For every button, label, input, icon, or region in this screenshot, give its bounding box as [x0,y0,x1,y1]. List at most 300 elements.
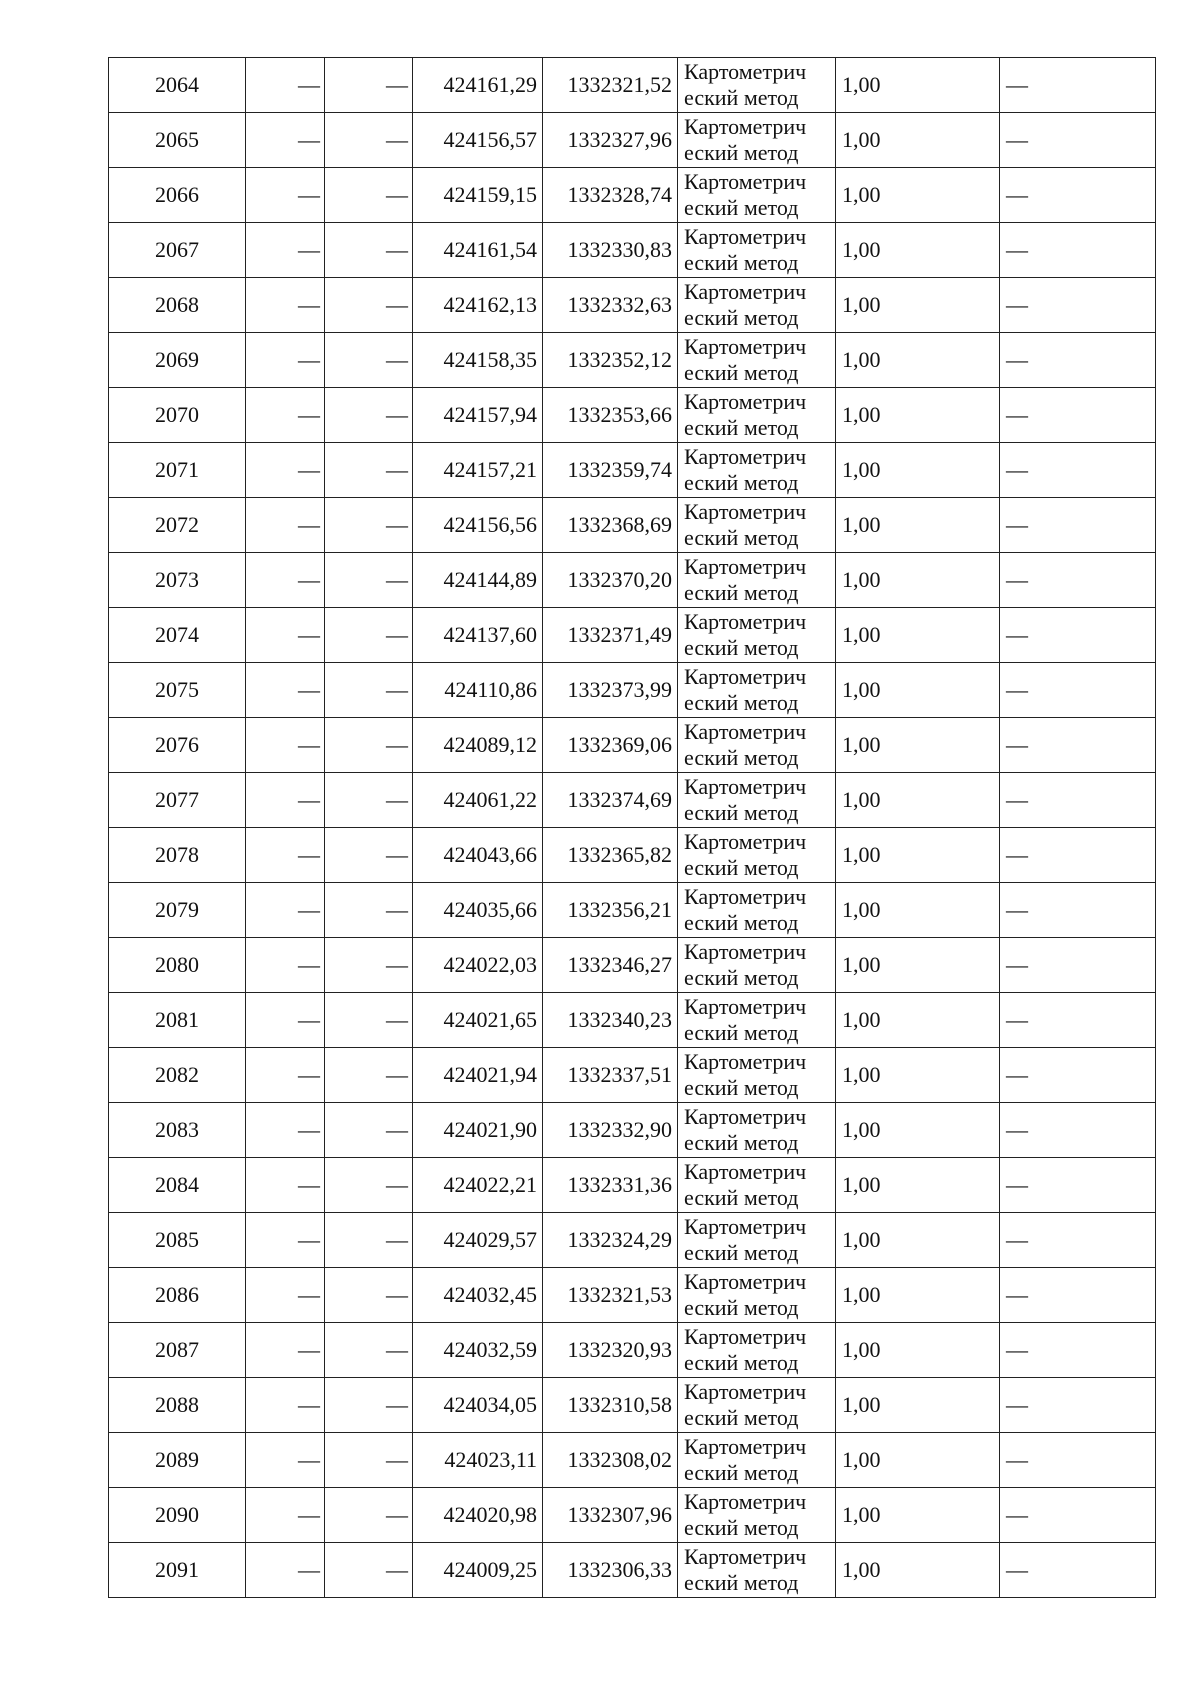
accuracy-cell: 1,00 [836,1488,1000,1543]
y-coordinate-cell: 1332332,63 [543,278,678,333]
method-line-1: Картометрич [684,1544,807,1569]
empty-old-x-cell: — [246,278,325,333]
empty-old-x-cell: — [246,1268,325,1323]
x-coordinate-cell: 424034,05 [413,1378,543,1433]
point-number-cell: 2091 [109,1543,246,1598]
empty-description-cell: — [1000,718,1156,773]
x-coordinate-cell: 424035,66 [413,883,543,938]
method-line-1: Картометрич [684,1379,807,1404]
method-cell [678,1378,836,1433]
method-line-2: еский метод [684,140,799,165]
method-line-2: еский метод [684,250,799,275]
x-coordinate-cell: 424021,65 [413,993,543,1048]
y-coordinate-cell: 1332331,36 [543,1158,678,1213]
x-coordinate-cell: 424043,66 [413,828,543,883]
x-coordinate-cell: 424158,35 [413,333,543,388]
y-coordinate-cell: 1332368,69 [543,498,678,553]
empty-old-x-cell: — [246,223,325,278]
point-number-cell: 2083 [109,1103,246,1158]
y-coordinate-cell: 1332365,82 [543,828,678,883]
accuracy-cell: 1,00 [836,113,1000,168]
empty-old-x-cell: — [246,1158,325,1213]
empty-description-cell: — [1000,1488,1156,1543]
empty-description-cell: — [1000,1268,1156,1323]
method-line-2: еский метод [684,415,799,440]
y-coordinate-cell: 1332321,53 [543,1268,678,1323]
table-row [109,223,1156,278]
empty-description-cell: — [1000,1433,1156,1488]
empty-description-cell: — [1000,883,1156,938]
y-coordinate-cell: 1332346,27 [543,938,678,993]
empty-description-cell: — [1000,443,1156,498]
method-line-1: Картометрич [684,499,807,524]
accuracy-cell: 1,00 [836,663,1000,718]
empty-description-cell: — [1000,113,1156,168]
method-line-2: еский метод [684,1020,799,1045]
method-cell [678,388,836,443]
empty-old-x-cell: — [246,1378,325,1433]
method-line-2: еский метод [684,1570,799,1595]
accuracy-cell: 1,00 [836,278,1000,333]
method-cell [678,1323,836,1378]
accuracy-cell: 1,00 [836,498,1000,553]
empty-old-y-cell: — [325,333,413,388]
table-row [109,718,1156,773]
empty-old-x-cell: — [246,443,325,498]
x-coordinate-cell: 424023,11 [413,1433,543,1488]
method-line-2: еский метод [684,855,799,880]
y-coordinate-cell: 1332320,93 [543,1323,678,1378]
method-line-1: Картометрич [684,829,807,854]
empty-old-x-cell: — [246,773,325,828]
method-line-1: Картометрич [684,664,807,689]
method-line-1: Картометрич [684,1104,807,1129]
method-line-2: еский метод [684,635,799,660]
point-number-cell: 2081 [109,993,246,1048]
method-cell [678,58,836,113]
y-coordinate-cell: 1332330,83 [543,223,678,278]
empty-description-cell: — [1000,168,1156,223]
y-coordinate-cell: 1332353,66 [543,388,678,443]
empty-old-x-cell: — [246,113,325,168]
empty-description-cell: — [1000,773,1156,828]
method-line-2: еский метод [684,470,799,495]
accuracy-cell: 1,00 [836,443,1000,498]
method-line-1: Картометрич [684,1159,807,1184]
empty-old-x-cell: — [246,1213,325,1268]
method-cell [678,1488,836,1543]
x-coordinate-cell: 424089,12 [413,718,543,773]
y-coordinate-cell: 1332369,06 [543,718,678,773]
accuracy-cell: 1,00 [836,1048,1000,1103]
y-coordinate-cell: 1332332,90 [543,1103,678,1158]
empty-old-y-cell: — [325,113,413,168]
empty-old-y-cell: — [325,498,413,553]
point-number-cell: 2079 [109,883,246,938]
method-cell [678,278,836,333]
empty-old-x-cell: — [246,58,325,113]
empty-old-x-cell: — [246,1103,325,1158]
accuracy-cell: 1,00 [836,168,1000,223]
empty-old-y-cell: — [325,718,413,773]
method-line-1: Картометрич [684,169,807,194]
method-line-1: Картометрич [684,609,807,634]
method-line-2: еский метод [684,1460,799,1485]
method-line-1: Картометрич [684,1214,807,1239]
empty-old-x-cell: — [246,663,325,718]
y-coordinate-cell: 1332328,74 [543,168,678,223]
table-row [109,553,1156,608]
point-number-cell: 2071 [109,443,246,498]
method-line-2: еский метод [684,1240,799,1265]
method-line-1: Картометрич [684,1269,807,1294]
empty-old-y-cell: — [325,388,413,443]
y-coordinate-cell: 1332370,20 [543,553,678,608]
empty-old-y-cell: — [325,168,413,223]
x-coordinate-cell: 424144,89 [413,553,543,608]
empty-description-cell: — [1000,58,1156,113]
point-number-cell: 2089 [109,1433,246,1488]
y-coordinate-cell: 1332352,12 [543,333,678,388]
empty-old-y-cell: — [325,663,413,718]
table-row [109,1378,1156,1433]
method-cell [678,1048,836,1103]
empty-old-y-cell: — [325,1488,413,1543]
empty-old-y-cell: — [325,443,413,498]
y-coordinate-cell: 1332307,96 [543,1488,678,1543]
table-row [109,663,1156,718]
empty-old-y-cell: — [325,1323,413,1378]
method-line-2: еский метод [684,1515,799,1540]
y-coordinate-cell: 1332337,51 [543,1048,678,1103]
point-number-cell: 2086 [109,1268,246,1323]
x-coordinate-cell: 424022,21 [413,1158,543,1213]
method-cell [678,1543,836,1598]
method-line-2: еский метод [684,1130,799,1155]
empty-old-x-cell: — [246,608,325,663]
accuracy-cell: 1,00 [836,608,1000,663]
table-row [109,1543,1156,1598]
y-coordinate-cell: 1332359,74 [543,443,678,498]
empty-old-y-cell: — [325,278,413,333]
point-number-cell: 2070 [109,388,246,443]
accuracy-cell: 1,00 [836,773,1000,828]
empty-old-x-cell: — [246,883,325,938]
x-coordinate-cell: 424110,86 [413,663,543,718]
x-coordinate-cell: 424159,15 [413,168,543,223]
y-coordinate-cell: 1332356,21 [543,883,678,938]
empty-description-cell: — [1000,663,1156,718]
empty-description-cell: — [1000,278,1156,333]
method-line-2: еский метод [684,910,799,935]
empty-old-y-cell: — [325,828,413,883]
empty-old-y-cell: — [325,1103,413,1158]
empty-old-x-cell: — [246,553,325,608]
x-coordinate-cell: 424161,54 [413,223,543,278]
table-row [109,1103,1156,1158]
empty-old-y-cell: — [325,1433,413,1488]
table-row [109,1433,1156,1488]
method-line-2: еский метод [684,965,799,990]
table-row [109,1323,1156,1378]
method-line-1: Картометрич [684,114,807,139]
point-number-cell: 2088 [109,1378,246,1433]
method-cell [678,718,836,773]
method-cell [678,993,836,1048]
table-row [109,278,1156,333]
table-row [109,1488,1156,1543]
empty-old-y-cell: — [325,223,413,278]
point-number-cell: 2077 [109,773,246,828]
table-row [109,1268,1156,1323]
y-coordinate-cell: 1332373,99 [543,663,678,718]
y-coordinate-cell: 1332310,58 [543,1378,678,1433]
point-number-cell: 2075 [109,663,246,718]
method-cell [678,498,836,553]
point-number-cell: 2078 [109,828,246,883]
method-line-1: Картометрич [684,444,807,469]
empty-description-cell: — [1000,828,1156,883]
accuracy-cell: 1,00 [836,553,1000,608]
empty-old-y-cell: — [325,58,413,113]
point-number-cell: 2085 [109,1213,246,1268]
y-coordinate-cell: 1332306,33 [543,1543,678,1598]
x-coordinate-cell: 424022,03 [413,938,543,993]
empty-old-x-cell: — [246,388,325,443]
point-number-cell: 2066 [109,168,246,223]
empty-old-x-cell: — [246,1488,325,1543]
method-cell [678,1103,836,1158]
table-row [109,388,1156,443]
empty-description-cell: — [1000,608,1156,663]
empty-old-y-cell: — [325,1543,413,1598]
method-cell [678,168,836,223]
point-number-cell: 2074 [109,608,246,663]
method-line-2: еский метод [684,1295,799,1320]
table-row [109,58,1156,113]
method-cell [678,663,836,718]
method-line-1: Картометрич [684,389,807,414]
method-line-1: Картометрич [684,1489,807,1514]
y-coordinate-cell: 1332321,52 [543,58,678,113]
empty-old-x-cell: — [246,1433,325,1488]
method-line-2: еский метод [684,800,799,825]
accuracy-cell: 1,00 [836,1268,1000,1323]
y-coordinate-cell: 1332374,69 [543,773,678,828]
method-cell [678,938,836,993]
x-coordinate-cell: 424161,29 [413,58,543,113]
empty-old-y-cell: — [325,1378,413,1433]
table-row [109,1158,1156,1213]
point-number-cell: 2090 [109,1488,246,1543]
method-line-2: еский метод [684,85,799,110]
empty-description-cell: — [1000,1048,1156,1103]
method-line-2: еский метод [684,745,799,770]
table-row [109,443,1156,498]
table-row [109,883,1156,938]
empty-old-y-cell: — [325,1158,413,1213]
accuracy-cell: 1,00 [836,58,1000,113]
accuracy-cell: 1,00 [836,938,1000,993]
point-number-cell: 2080 [109,938,246,993]
method-line-2: еский метод [684,1405,799,1430]
empty-old-y-cell: — [325,1048,413,1103]
table-row [109,1048,1156,1103]
method-line-1: Картометрич [684,939,807,964]
x-coordinate-cell: 424162,13 [413,278,543,333]
empty-old-x-cell: — [246,1543,325,1598]
empty-description-cell: — [1000,938,1156,993]
table-row [109,608,1156,663]
empty-old-x-cell: — [246,1323,325,1378]
point-number-cell: 2084 [109,1158,246,1213]
y-coordinate-cell: 1332327,96 [543,113,678,168]
point-number-cell: 2069 [109,333,246,388]
empty-description-cell: — [1000,1378,1156,1433]
x-coordinate-cell: 424032,59 [413,1323,543,1378]
method-line-1: Картометрич [684,334,807,359]
empty-description-cell: — [1000,1213,1156,1268]
empty-old-y-cell: — [325,1213,413,1268]
x-coordinate-cell: 424156,57 [413,113,543,168]
table-row [109,828,1156,883]
method-cell [678,223,836,278]
x-coordinate-cell: 424157,21 [413,443,543,498]
method-cell [678,1213,836,1268]
table-row [109,498,1156,553]
method-line-1: Картометрич [684,554,807,579]
empty-description-cell: — [1000,333,1156,388]
method-line-2: еский метод [684,360,799,385]
method-cell [678,443,836,498]
method-cell [678,828,836,883]
empty-old-y-cell: — [325,938,413,993]
table-row [109,168,1156,223]
method-cell [678,1158,836,1213]
table-row [109,333,1156,388]
method-cell [678,113,836,168]
empty-description-cell: — [1000,223,1156,278]
method-line-2: еский метод [684,1350,799,1375]
empty-old-x-cell: — [246,498,325,553]
method-cell [678,1433,836,1488]
x-coordinate-cell: 424137,60 [413,608,543,663]
method-line-1: Картометрич [684,1434,807,1459]
point-number-cell: 2087 [109,1323,246,1378]
empty-old-x-cell: — [246,993,325,1048]
accuracy-cell: 1,00 [836,883,1000,938]
point-number-cell: 2064 [109,58,246,113]
point-number-cell: 2072 [109,498,246,553]
x-coordinate-cell: 424032,45 [413,1268,543,1323]
empty-description-cell: — [1000,553,1156,608]
empty-description-cell: — [1000,1543,1156,1598]
accuracy-cell: 1,00 [836,1103,1000,1158]
empty-old-x-cell: — [246,718,325,773]
empty-old-y-cell: — [325,883,413,938]
method-cell [678,773,836,828]
empty-old-x-cell: — [246,1048,325,1103]
method-line-1: Картометрич [684,59,807,84]
empty-old-y-cell: — [325,553,413,608]
coordinates-table [108,57,1156,1598]
table-row [109,773,1156,828]
method-line-1: Картометрич [684,1324,807,1349]
accuracy-cell: 1,00 [836,993,1000,1048]
method-line-1: Картометрич [684,1049,807,1074]
empty-old-x-cell: — [246,828,325,883]
method-cell [678,553,836,608]
method-cell [678,333,836,388]
empty-description-cell: — [1000,388,1156,443]
empty-old-x-cell: — [246,168,325,223]
empty-old-y-cell: — [325,773,413,828]
accuracy-cell: 1,00 [836,1378,1000,1433]
empty-old-y-cell: — [325,1268,413,1323]
point-number-cell: 2076 [109,718,246,773]
method-line-2: еский метод [684,1075,799,1100]
table-body [109,58,1156,1598]
y-coordinate-cell: 1332324,29 [543,1213,678,1268]
point-number-cell: 2068 [109,278,246,333]
method-line-2: еский метод [684,305,799,330]
x-coordinate-cell: 424029,57 [413,1213,543,1268]
accuracy-cell: 1,00 [836,223,1000,278]
empty-description-cell: — [1000,1323,1156,1378]
accuracy-cell: 1,00 [836,1213,1000,1268]
empty-old-x-cell: — [246,333,325,388]
method-cell [678,883,836,938]
x-coordinate-cell: 424009,25 [413,1543,543,1598]
empty-old-y-cell: — [325,993,413,1048]
method-line-2: еский метод [684,690,799,715]
x-coordinate-cell: 424061,22 [413,773,543,828]
x-coordinate-cell: 424020,98 [413,1488,543,1543]
y-coordinate-cell: 1332308,02 [543,1433,678,1488]
method-cell [678,1268,836,1323]
table-row [109,1213,1156,1268]
x-coordinate-cell: 424157,94 [413,388,543,443]
accuracy-cell: 1,00 [836,1543,1000,1598]
accuracy-cell: 1,00 [836,718,1000,773]
method-line-1: Картометрич [684,224,807,249]
accuracy-cell: 1,00 [836,828,1000,883]
table-row [109,993,1156,1048]
method-line-1: Картометрич [684,279,807,304]
x-coordinate-cell: 424021,94 [413,1048,543,1103]
accuracy-cell: 1,00 [836,388,1000,443]
method-cell [678,608,836,663]
empty-old-y-cell: — [325,608,413,663]
empty-old-x-cell: — [246,938,325,993]
y-coordinate-cell: 1332371,49 [543,608,678,663]
empty-description-cell: — [1000,1158,1156,1213]
method-line-2: еский метод [684,195,799,220]
table-row [109,938,1156,993]
x-coordinate-cell: 424156,56 [413,498,543,553]
method-line-1: Картометрич [684,994,807,1019]
accuracy-cell: 1,00 [836,333,1000,388]
y-coordinate-cell: 1332340,23 [543,993,678,1048]
accuracy-cell: 1,00 [836,1158,1000,1213]
method-line-1: Картометрич [684,774,807,799]
method-line-2: еский метод [684,580,799,605]
method-line-2: еский метод [684,525,799,550]
point-number-cell: 2082 [109,1048,246,1103]
point-number-cell: 2065 [109,113,246,168]
table-row [109,113,1156,168]
method-line-1: Картометрич [684,884,807,909]
